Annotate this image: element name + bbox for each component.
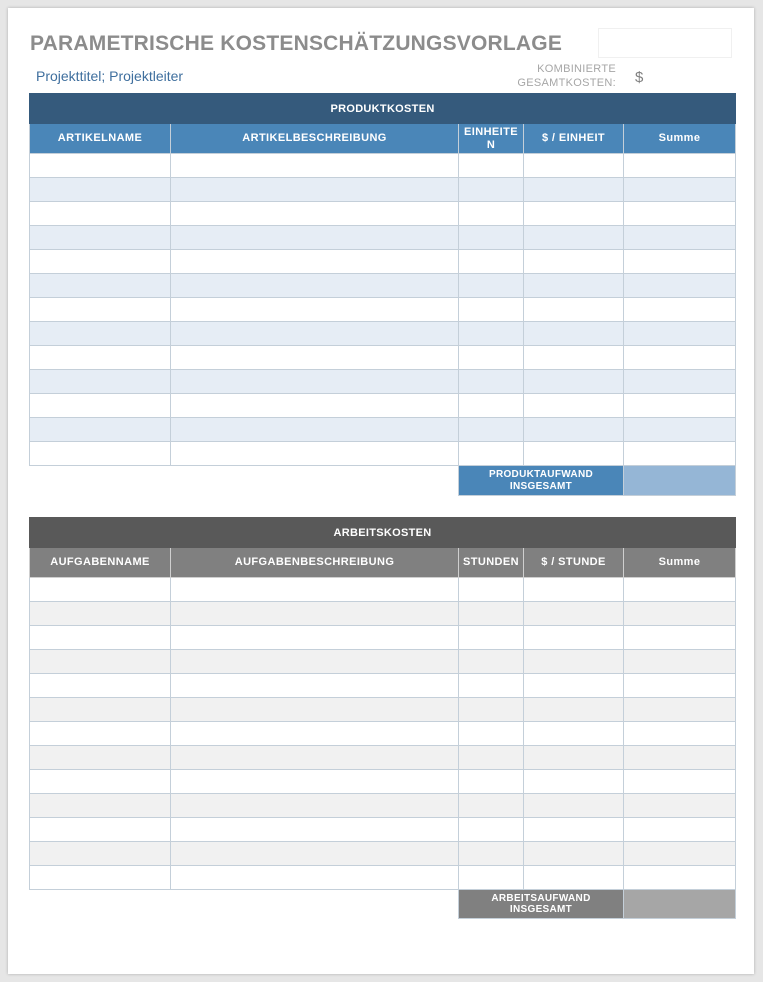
- product-cell[interactable]: [30, 226, 171, 250]
- labor-cell[interactable]: [171, 602, 459, 626]
- product-cell[interactable]: [30, 202, 171, 226]
- col-sum: Summe: [624, 548, 736, 578]
- product-cell[interactable]: [624, 202, 736, 226]
- table-row: [30, 442, 736, 466]
- labor-cell[interactable]: [30, 650, 171, 674]
- labor-cell[interactable]: [624, 698, 736, 722]
- product-cell[interactable]: [171, 298, 459, 322]
- col-task-description: AUFGABENBESCHREIBUNG: [171, 548, 459, 578]
- product-cell[interactable]: [524, 370, 624, 394]
- col-item-description: ARTIKELBESCHREIBUNG: [171, 124, 459, 154]
- product-cell[interactable]: [459, 274, 524, 298]
- labor-cell[interactable]: [524, 794, 624, 818]
- product-total-value[interactable]: [624, 466, 736, 496]
- product-cell[interactable]: [30, 322, 171, 346]
- table-row: [30, 722, 736, 746]
- table-row: [30, 154, 736, 178]
- product-cell[interactable]: [30, 370, 171, 394]
- combined-total-label: [498, 62, 616, 90]
- labor-cell[interactable]: [171, 770, 459, 794]
- product-cell[interactable]: [30, 250, 171, 274]
- product-cell[interactable]: [171, 250, 459, 274]
- labor-cell[interactable]: [624, 650, 736, 674]
- labor-cell[interactable]: [171, 626, 459, 650]
- product-cell[interactable]: [459, 154, 524, 178]
- labor-cell[interactable]: [171, 650, 459, 674]
- labor-cell[interactable]: [171, 698, 459, 722]
- product-cell[interactable]: [459, 322, 524, 346]
- product-cell[interactable]: [624, 178, 736, 202]
- product-cell[interactable]: [624, 346, 736, 370]
- product-cell[interactable]: [30, 274, 171, 298]
- product-cell[interactable]: [171, 346, 459, 370]
- labor-cell[interactable]: [171, 578, 459, 602]
- combined-label-line2: GESAMTKOSTEN:: [517, 77, 616, 89]
- labor-cell[interactable]: [30, 674, 171, 698]
- labor-cell[interactable]: [30, 818, 171, 842]
- product-cell[interactable]: [171, 274, 459, 298]
- labor-cell[interactable]: [171, 842, 459, 866]
- product-cell[interactable]: [30, 154, 171, 178]
- product-cell[interactable]: [171, 442, 459, 466]
- product-cell[interactable]: [524, 418, 624, 442]
- labor-cell[interactable]: [171, 674, 459, 698]
- table-row: [30, 698, 736, 722]
- product-cell[interactable]: [459, 370, 524, 394]
- col-price-per-unit: $ / EINHEIT: [524, 124, 624, 154]
- product-cell[interactable]: [459, 202, 524, 226]
- product-section-title: PRODUKTKOSTEN: [30, 94, 736, 124]
- product-cell[interactable]: [459, 418, 524, 442]
- table-row: [30, 770, 736, 794]
- product-cell[interactable]: [171, 394, 459, 418]
- labor-cell[interactable]: [459, 818, 524, 842]
- labor-cell[interactable]: [524, 602, 624, 626]
- labor-cell[interactable]: [624, 602, 736, 626]
- labor-cell[interactable]: [30, 794, 171, 818]
- product-cell[interactable]: [624, 250, 736, 274]
- product-cell[interactable]: [524, 442, 624, 466]
- product-cell[interactable]: [171, 154, 459, 178]
- product-cell[interactable]: [524, 394, 624, 418]
- labor-cell[interactable]: [624, 818, 736, 842]
- labor-cell[interactable]: [30, 722, 171, 746]
- product-cell[interactable]: [524, 274, 624, 298]
- product-cell[interactable]: [171, 202, 459, 226]
- product-cell[interactable]: [624, 298, 736, 322]
- table-row: [30, 578, 736, 602]
- labor-cell[interactable]: [459, 794, 524, 818]
- product-cell[interactable]: [624, 274, 736, 298]
- page-title: PARAMETRISCHE KOSTENSCHÄTZUNGSVORLAGE: [30, 32, 563, 55]
- table-row: [30, 202, 736, 226]
- product-cell[interactable]: [171, 178, 459, 202]
- labor-cell[interactable]: [459, 674, 524, 698]
- product-cell[interactable]: [171, 322, 459, 346]
- labor-cell[interactable]: [459, 866, 524, 890]
- product-cell[interactable]: [30, 442, 171, 466]
- product-cell[interactable]: [524, 154, 624, 178]
- product-cell[interactable]: [524, 226, 624, 250]
- product-cell[interactable]: [171, 370, 459, 394]
- product-cell[interactable]: [30, 178, 171, 202]
- product-cell[interactable]: [459, 226, 524, 250]
- labor-cost-table: [29, 517, 736, 919]
- labor-cell[interactable]: [171, 746, 459, 770]
- labor-cell[interactable]: [459, 650, 524, 674]
- labor-cell[interactable]: [30, 578, 171, 602]
- col-sum: Summe: [624, 124, 736, 154]
- labor-cell[interactable]: [459, 578, 524, 602]
- table-row: [30, 178, 736, 202]
- product-cell[interactable]: [459, 442, 524, 466]
- table-row: [30, 842, 736, 866]
- table-row: [30, 746, 736, 770]
- labor-cell[interactable]: [624, 578, 736, 602]
- table-row: [30, 346, 736, 370]
- product-cell[interactable]: [459, 298, 524, 322]
- labor-cell[interactable]: [30, 746, 171, 770]
- product-total-label: [459, 466, 624, 496]
- product-cell[interactable]: [30, 394, 171, 418]
- product-cell[interactable]: [30, 298, 171, 322]
- labor-cell[interactable]: [524, 866, 624, 890]
- product-cell[interactable]: [524, 250, 624, 274]
- labor-cell[interactable]: [30, 698, 171, 722]
- labor-cell[interactable]: [171, 866, 459, 890]
- labor-cell[interactable]: [524, 650, 624, 674]
- product-cell[interactable]: [171, 418, 459, 442]
- labor-cell[interactable]: [524, 626, 624, 650]
- labor-cell[interactable]: [459, 746, 524, 770]
- combined-label-line1: KOMBINIERTE: [537, 63, 616, 75]
- table-row: [30, 602, 736, 626]
- product-cell[interactable]: [171, 226, 459, 250]
- labor-cell[interactable]: [30, 602, 171, 626]
- labor-cell[interactable]: [624, 674, 736, 698]
- product-cell[interactable]: [524, 322, 624, 346]
- table-row: [30, 866, 736, 890]
- product-cell[interactable]: [624, 418, 736, 442]
- table-row: [30, 794, 736, 818]
- product-cell[interactable]: [459, 178, 524, 202]
- labor-section-title: ARBEITSKOSTEN: [30, 518, 736, 548]
- product-cell[interactable]: [30, 346, 171, 370]
- labor-cell[interactable]: [171, 722, 459, 746]
- col-task-name: AUFGABENNAME: [30, 548, 171, 578]
- labor-cell[interactable]: [624, 746, 736, 770]
- labor-cell[interactable]: [30, 626, 171, 650]
- product-cell[interactable]: [524, 346, 624, 370]
- table-row: [30, 322, 736, 346]
- product-cell[interactable]: [624, 394, 736, 418]
- table-row: [30, 626, 736, 650]
- col-item-name: ARTIKELNAME: [30, 124, 171, 154]
- labor-cell[interactable]: [459, 626, 524, 650]
- product-cell[interactable]: [624, 442, 736, 466]
- labor-cell[interactable]: [524, 770, 624, 794]
- labor-cell[interactable]: [624, 722, 736, 746]
- product-cell[interactable]: [624, 154, 736, 178]
- table-row: [30, 818, 736, 842]
- labor-cell[interactable]: [459, 698, 524, 722]
- product-cell[interactable]: [30, 418, 171, 442]
- product-cell[interactable]: [524, 202, 624, 226]
- table-row: [30, 650, 736, 674]
- col-hours: STUNDEN: [459, 548, 524, 578]
- product-total-label-line2: INSGESAMT: [509, 480, 573, 492]
- labor-cell[interactable]: [524, 746, 624, 770]
- labor-cell[interactable]: [524, 818, 624, 842]
- labor-cell[interactable]: [30, 866, 171, 890]
- col-price-per-hour: $ / STUNDE: [524, 548, 624, 578]
- table-row: [30, 370, 736, 394]
- product-cost-table: [29, 93, 736, 496]
- labor-cell[interactable]: [624, 770, 736, 794]
- labor-cell[interactable]: [171, 818, 459, 842]
- labor-cell[interactable]: [624, 842, 736, 866]
- labor-total-value[interactable]: [624, 890, 736, 919]
- labor-cell[interactable]: [524, 578, 624, 602]
- labor-cell[interactable]: [524, 698, 624, 722]
- table-row: [30, 250, 736, 274]
- table-row: [30, 394, 736, 418]
- labor-cell[interactable]: [624, 794, 736, 818]
- product-cell[interactable]: [524, 178, 624, 202]
- product-cell[interactable]: [459, 250, 524, 274]
- table-row: [30, 274, 736, 298]
- labor-cell[interactable]: [524, 722, 624, 746]
- combined-total-value[interactable]: $: [635, 69, 644, 86]
- product-cell[interactable]: [524, 298, 624, 322]
- labor-cell[interactable]: [459, 722, 524, 746]
- labor-cell[interactable]: [524, 674, 624, 698]
- product-cell[interactable]: [624, 322, 736, 346]
- document-page: [8, 8, 754, 974]
- labor-cell[interactable]: [459, 770, 524, 794]
- labor-cell[interactable]: [624, 866, 736, 890]
- labor-cell[interactable]: [459, 842, 524, 866]
- labor-cell[interactable]: [30, 842, 171, 866]
- labor-cell[interactable]: [624, 626, 736, 650]
- product-cell[interactable]: [624, 226, 736, 250]
- labor-cell[interactable]: [524, 842, 624, 866]
- logo-placeholder: [598, 28, 732, 58]
- product-cell[interactable]: [624, 370, 736, 394]
- table-row: [30, 418, 736, 442]
- labor-total-label: ARBEITSAUFWAND INSGESAMT: [459, 890, 624, 919]
- project-line[interactable]: Projekttitel; Projektleiter: [36, 68, 184, 84]
- product-cell[interactable]: [459, 394, 524, 418]
- table-row: [30, 226, 736, 250]
- col-units: EINHEITE N: [459, 124, 524, 154]
- labor-cell[interactable]: [459, 602, 524, 626]
- table-row: [30, 674, 736, 698]
- product-total-label-line1: PRODUKTAUFWAND: [488, 468, 593, 480]
- labor-cell[interactable]: [30, 770, 171, 794]
- product-cell[interactable]: [459, 346, 524, 370]
- table-row: [30, 298, 736, 322]
- labor-cell[interactable]: [171, 794, 459, 818]
